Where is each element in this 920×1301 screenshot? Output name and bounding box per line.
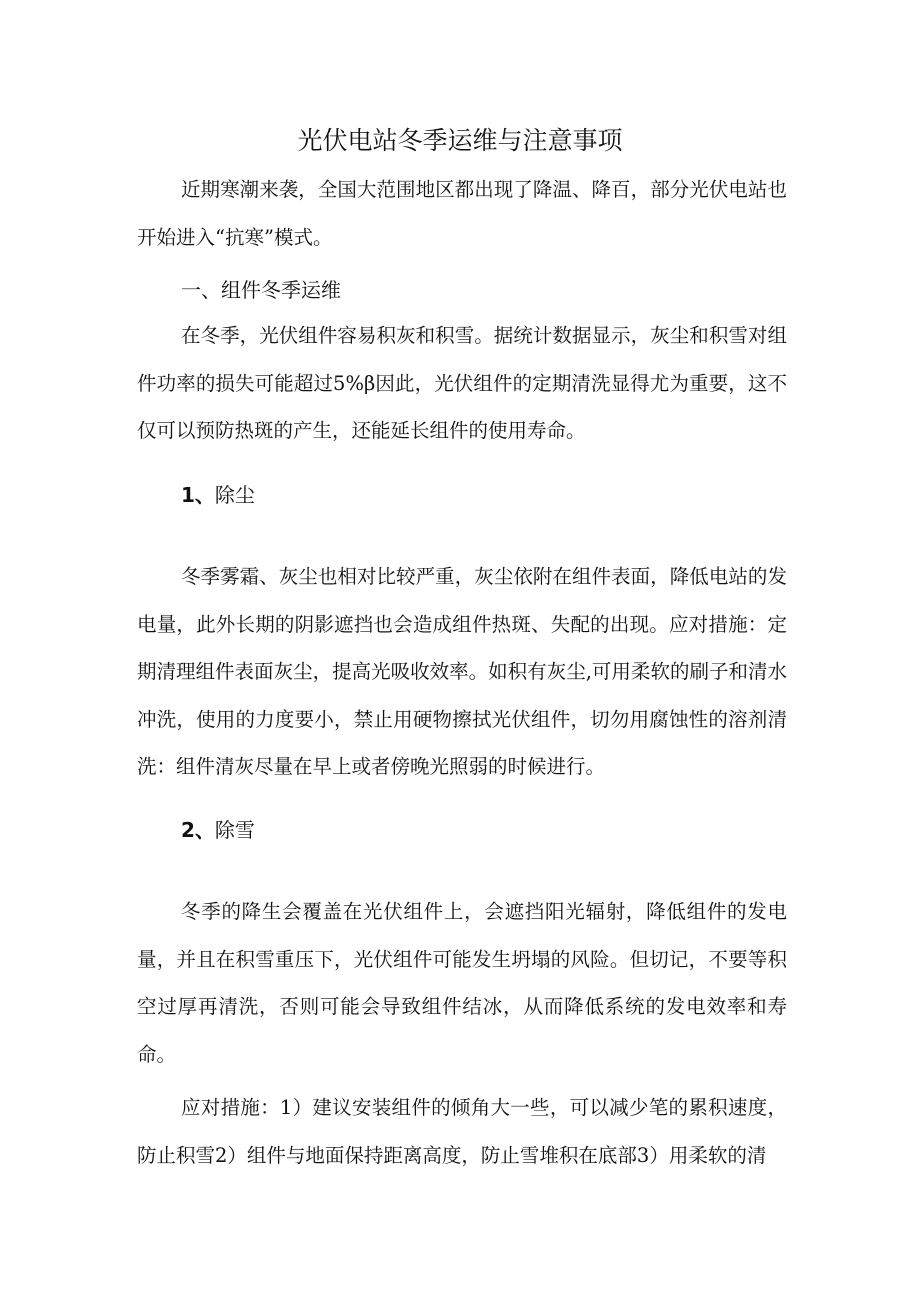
snow-removal-paragraph: 冬季的降生会覆盖在光伏组件上，会遮挡阳光辐射，降低组件的发电量，并且在积雪重压下，光伏组件可能发生坍塌的风险。但切记，不要等积空过厚再清洗，否则可能会导致组件结冰，从而降低系统的发电效率和寿命。 [137, 900, 787, 1066]
subheading-snow-removal [181, 815, 255, 845]
subheading-number: 1、 [181, 483, 215, 507]
dust-removal-paragraph: 冬季雾霜、灰尘也相对比较严重，灰尘依附在组件表面，降低电站的发电量，此外长期的阴影遮挡也会造成组件热斑、失配的出现。应对措施：定期清理组件表面灰尘，提高光吸收效率。如积有灰尘,可用柔软的刷子和清水冲洗，使用的力度要小，禁止用硬物擦拭光伏组件，切勿用腐蚀性的溶剂清洗：组件清灰尽量在早上或者傍晚光照弱的时候进行。 [137, 565, 787, 778]
section-heading-winter-maintenance: 一、组件冬季运维 [181, 278, 341, 302]
subheading-label: 除尘 [214, 483, 255, 507]
subheading-label: 除雪 [214, 818, 255, 842]
snow-removal-measures-paragraph: 应对措施：1）建议安装组件的倾角大一些，可以减少笔的累积速度，防止积雪2）组件与地面保持距离高度，防止雪堆积在底部3）用柔软的清 [137, 1096, 787, 1167]
section-winter-maintenance-paragraph: 在冬季，光伏组件容易积灰和积雪。据统计数据显示，灰尘和积雪对组件功率的损失可能超过5%β因此，光伏组件的定期清洗显得尤为重要，这不仅可以预防热斑的产生，还能延长组件的使用寿命。 [137, 324, 787, 442]
intro-paragraph: 近期寒潮来袭，全国大范围地区都出现了降温、降百，部分光伏电站也开始进入“抗寒”模式。 [137, 178, 787, 249]
subheading-number: 2、 [181, 818, 215, 842]
subheading-dust-removal [181, 480, 255, 510]
document-title: 光伏电站冬季运维与注意事项 [297, 126, 623, 155]
